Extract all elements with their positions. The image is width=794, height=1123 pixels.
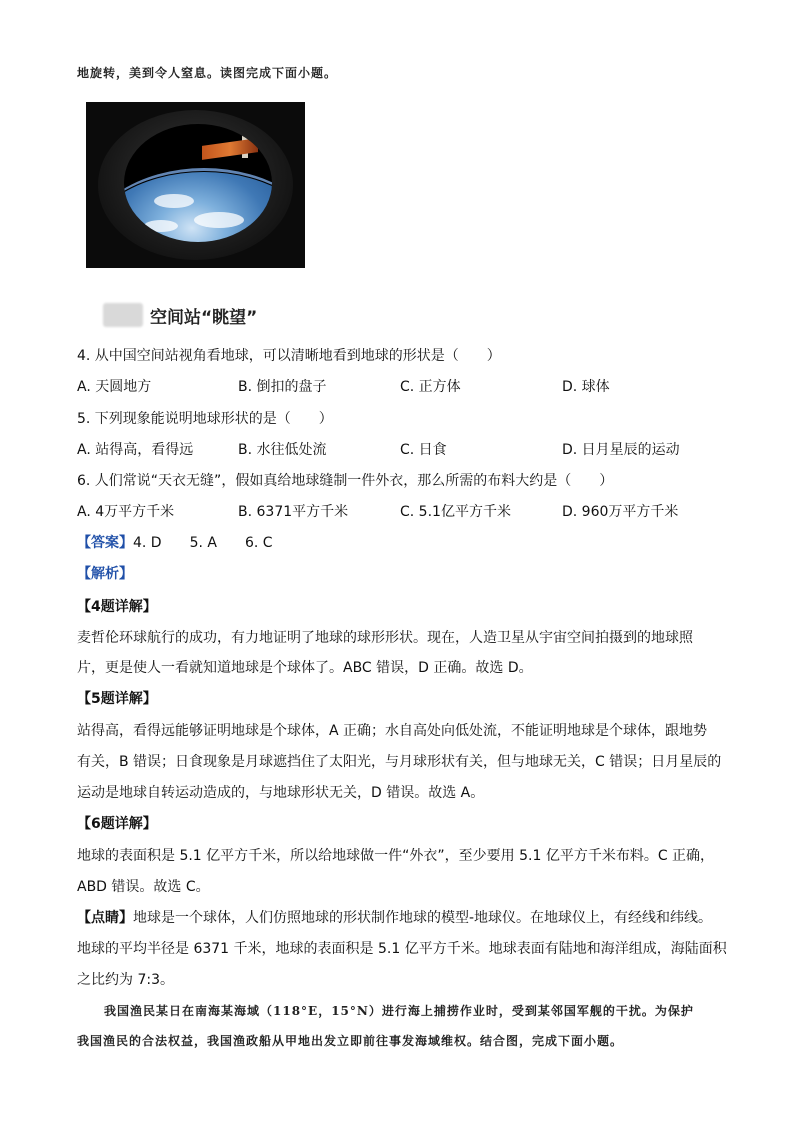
q5-option-a: A. 站得高，看得远 [77,442,194,458]
q6-option-b: B. 6371平方千米 [238,504,349,520]
tip-row-1 [77,907,712,927]
next-intro-line-1: 我国渔民某日在南海某海域（118°E，15°N）进行海上捕捞作业时，受到某邻国军舰的干扰。为保护 [104,1004,694,1018]
question-5-stem: 5. 下列现象能说明地球形状的是（ ） [77,411,333,427]
q4-option-c: C. 正方体 [400,379,461,395]
detail-4-line-2: 片，更是使人一看就知道地球是个球体了。ABC 错误，D 正确。故选 D。 [77,660,533,676]
detail-4-heading: 【4题详解】 [77,599,157,615]
space-station-porthole-earth-photo [86,102,305,268]
q4-option-b: B. 倒扣的盘子 [238,379,327,395]
intro-text: 地旋转，美到令人窒息。读图完成下面小题。 [77,66,338,80]
station-module [202,138,258,160]
tip-line-1: 地球是一个球体，人们仿照地球的形状制作地球的模型-地球仪。在地球仪上，有经线和纬线。 [133,910,713,926]
answer-text: 4. D 5. A 6. C [133,535,273,551]
q5-option-c: C. 日食 [400,442,447,458]
section-title: 空间站“眺望” [150,308,258,328]
detail-5-heading: 【5题详解】 [77,691,157,707]
section-badge [103,303,143,327]
q6-option-a: A. 4万平方千米 [77,504,175,520]
tip-line-3: 之比约为 7:3。 [77,972,174,988]
porthole-window [124,124,272,242]
tip-label: 【点睛】 [77,910,133,926]
detail-4-line-1: 麦哲伦环球航行的成功，有力地证明了地球的球形形状。现在，人造卫星从宇宙空间拍摄到的地球照 [77,630,693,646]
q4-option-a: A. 天圆地方 [77,379,152,395]
detail-6-line-1: 地球的表面积是 5.1 亿平方千米，所以给地球做一件“外衣”，至少要用 5.1 亿平方千米布料。C 正确， [77,848,715,864]
detail-5-line-3: 运动是地球自转运动造成的，与地球形状无关，D 错误。故选 A。 [77,785,485,801]
analysis-label: 【解析】 [77,566,133,582]
next-intro-line-2: 我国渔民的合法权益，我国渔政船从甲地出发立即前往事发海域维权。结合图，完成下面小题。 [77,1034,624,1048]
detail-5-line-1: 站得高，看得远能够证明地球是个球体，A 正确；水自高处向低处流，不能证明地球是个球体，跟地势 [77,723,708,739]
tip-line-2: 地球的平均半径是 6371 千米，地球的表面积是 5.1 亿平方千米。地球表面有陆地和海洋组成，海陆面积 [77,941,727,957]
q6-option-d: D. 960万平方千米 [562,504,679,520]
answer-label: 【答案】 [77,535,133,551]
detail-6-heading: 【6题详解】 [77,816,157,832]
q5-option-b: B. 水往低处流 [238,442,327,458]
q6-option-c: C. 5.1亿平方千米 [400,504,511,520]
detail-5-line-2: 有关，B 错误；日食现象是月球遮挡住了太阳光，与月球形状有关，但与地球无关，C 错误；日月星辰的 [77,754,722,770]
question-4-stem: 4. 从中国空间站视角看地球，可以清晰地看到地球的形状是（ ） [77,348,501,364]
q4-option-d: D. 球体 [562,379,610,395]
answer-row [77,532,273,552]
question-6-stem: 6. 人们常说“天衣无缝”，假如真给地球缝制一件外衣，那么所需的布料大约是（ ） [77,473,614,489]
detail-6-line-2: ABD 错误。故选 C。 [77,879,210,895]
q5-option-d: D. 日月星辰的运动 [562,442,680,458]
